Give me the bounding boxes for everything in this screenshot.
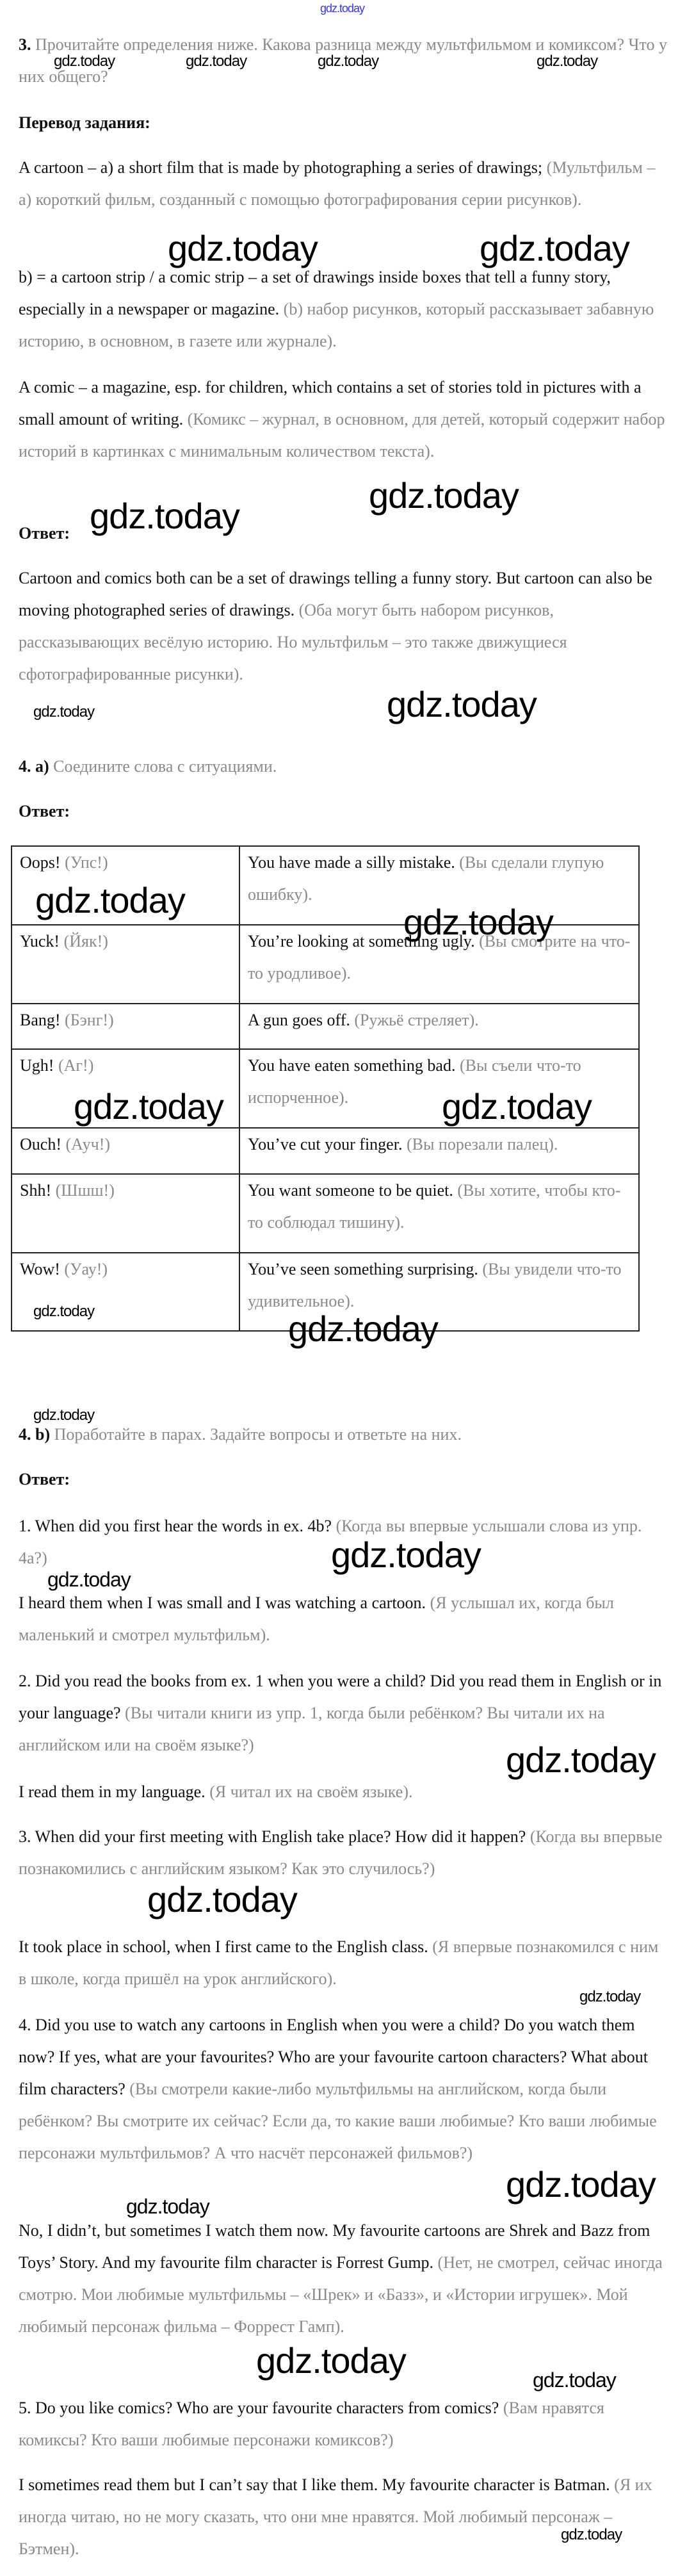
word-cell xyxy=(12,1174,239,1253)
answer-en: Cartoon and comics both can be a set of drawings telling a funny story. But cartoon can also be moving photographed series of drawings. xyxy=(19,569,652,619)
translation-text: (Когда вы впервые услышали слова из упр. 4a?) xyxy=(19,1517,642,1567)
english-text: 1. When did you first hear the words in ex. 4b? xyxy=(19,1517,332,1535)
translation-text: (Нет, не смотрел, сейчас иногда смотрю. Мои любимые мультфильмы – «Шрек» и «Базз», и «Истории игрушек». Мой любимый персонаж фильма – Форрест Гамп). xyxy=(19,2253,663,2336)
english-text: Wow! xyxy=(20,1260,60,1278)
translation-text: (Йяк!) xyxy=(63,932,108,950)
english-text: 2. Did you read the books from ex. 1 when you were a child? Did you read them in English or in your language? xyxy=(19,1672,662,1722)
watermark: gdz.today xyxy=(168,228,318,268)
question-5 xyxy=(19,2392,668,2456)
english-text: Oops! xyxy=(20,853,61,872)
ex4b-task-text: Поработайте в парах. Задайте вопросы и ответьте на них. xyxy=(54,1425,462,1444)
english-text: You have made a silly mistake. xyxy=(248,853,455,872)
ex4a-task-text: Соедините слова с ситуациями. xyxy=(53,757,277,776)
definition-en: A comic – a magazine, esp. for children, which contains a set of stories told in pictures with a small amount of writing. xyxy=(19,378,642,428)
watermark: gdz.today xyxy=(320,2,365,15)
watermark: gdz.today xyxy=(54,53,115,70)
watermark: gdz.today xyxy=(506,2164,656,2205)
word-cell xyxy=(12,1128,239,1174)
translation-text: (Уау!) xyxy=(64,1260,108,1278)
definition-en: b) = a cartoon strip / a comic strip – a set of drawings inside boxes that tell a funny story, especially in a newspaper or magazine. xyxy=(19,268,611,318)
translation-text: (Шшш!) xyxy=(55,1181,115,1200)
watermark: gdz.today xyxy=(369,475,519,516)
watermark: gdz.today xyxy=(35,880,185,920)
english-text: A gun goes off. xyxy=(248,1011,350,1029)
watermark: gdz.today xyxy=(506,1740,656,1780)
watermark: gdz.today xyxy=(288,1308,438,1349)
word-cell xyxy=(12,925,239,1004)
translation-text: (Аг!) xyxy=(58,1056,94,1075)
watermark: gdz.today xyxy=(186,53,247,70)
ex4b-number: 4. b) xyxy=(19,1425,51,1444)
question-4 xyxy=(19,2009,668,2169)
watermark: gdz.today xyxy=(561,2526,622,2543)
translation-text: (Вы увидели что-то удивительное). xyxy=(248,1260,622,1310)
english-text: Bang! xyxy=(20,1011,61,1029)
translation-text: (Вы читали книги из упр. 1, когда были ребёнком? Вы читали их на английском или на своём языке?) xyxy=(19,1704,605,1754)
answer-2 xyxy=(19,1776,668,1808)
definition-comic xyxy=(19,371,668,468)
situation-cell xyxy=(239,1174,639,1253)
translation-text: (Ружьё стреляет). xyxy=(354,1011,479,1029)
ex4b-answer-label: Ответ: xyxy=(19,1470,70,1488)
english-text: I sometimes read them but I can’t say that I like them. My favourite character is Batman. xyxy=(19,2475,610,2494)
translation-text: (Вам нравятся комиксы? Кто ваши любимые персонажи комиксов?) xyxy=(19,2399,604,2449)
english-text: You have eaten something bad. xyxy=(248,1056,456,1075)
word-cell xyxy=(12,1004,239,1049)
watermark: gdz.today xyxy=(331,1535,481,1575)
watermark: gdz.today xyxy=(480,228,629,268)
english-text: Ouch! xyxy=(20,1135,61,1153)
definition-ru: (Комикс – журнал, в основном, для детей, который содержит набор историй в картинках с минимальным количеством текста). xyxy=(19,410,665,461)
definition-ru: (Мультфильм – а) короткий фильм, созданный с помощью фотографирования серии рисунков). xyxy=(19,158,656,209)
answer-4 xyxy=(19,2215,668,2343)
english-text: No, I didn’t, but sometimes I watch them now. My favourite cartoons are Shrek and Bazz from Toys’ Story. And my favourite film character is Forrest Gump. xyxy=(19,2221,651,2272)
answer-1 xyxy=(19,1587,668,1651)
ex3-answer xyxy=(19,562,668,690)
translation-text: (Я их иногда читаю, но не могу сказать, что они мне нравятся. Мой любимый персонаж – Бэтмен). xyxy=(19,2475,652,2558)
english-text: It took place in school, when I first came to the English class. xyxy=(19,1937,428,1956)
translation-text: (Вы порезали палец). xyxy=(406,1135,558,1153)
english-text: You want someone to be quiet. xyxy=(248,1181,453,1200)
ex3-number: 3. xyxy=(19,35,31,54)
translation-text: (Вы смотрите на что-то уродливое). xyxy=(248,932,631,982)
situation-cell xyxy=(239,1004,639,1049)
translation-text: (Вы сделали глупую ошибку). xyxy=(248,853,604,904)
translation-text: (Ауч!) xyxy=(65,1135,111,1153)
english-text: I heard them when I was small and I was watching a cartoon. xyxy=(19,1594,426,1612)
ex4b-task xyxy=(19,1419,668,1451)
english-text: Ugh! xyxy=(20,1056,54,1075)
watermark: gdz.today xyxy=(256,2340,406,2381)
watermark: gdz.today xyxy=(579,1988,641,2005)
ex3-task-text: Прочитайте определения ниже. Какова разница между мультфильмом и комиксом? Что у них общего? xyxy=(19,35,667,86)
translation-text: (Вы съели что-то испорченное). xyxy=(248,1056,581,1107)
translation-text: (Когда вы впервые познакомились с английским языком? Как это случилось?) xyxy=(19,1827,663,1878)
english-text: 5. Do you like comics? Who are your favourite characters from comics? xyxy=(19,2399,499,2417)
watermark: gdz.today xyxy=(33,1406,95,1424)
watermark: gdz.today xyxy=(90,496,239,536)
situation-cell xyxy=(239,1128,639,1174)
translation-text: (Я впервые познакомился с ним в школе, когда пришёл на урок английского). xyxy=(19,1937,659,1988)
table-row xyxy=(12,1174,639,1253)
english-text: You’ve cut your finger. xyxy=(248,1135,403,1153)
watermark: gdz.today xyxy=(403,902,553,942)
english-text: 4. Did you use to watch any cartoons in English when you were a child? Do you watch them now? If yes, what are your favourites? Who are your favourite cartoon characters? What about film characters? xyxy=(19,2016,648,2098)
watermark: gdz.today xyxy=(47,1568,131,1591)
translation-text: (Я читал их на своём языке). xyxy=(209,1782,413,1801)
english-text: Yuck! xyxy=(20,932,60,950)
question-3 xyxy=(19,1821,668,1885)
translation-text: (Упс!) xyxy=(65,853,108,872)
english-text: I read them in my language. xyxy=(19,1782,206,1801)
translation-text: (Бэнг!) xyxy=(65,1011,114,1029)
answer-3 xyxy=(19,1931,668,1995)
ex3-answer-label: Ответ: xyxy=(19,524,70,542)
watermark: gdz.today xyxy=(533,2368,616,2392)
watermark: gdz.today xyxy=(74,1086,223,1127)
english-text: 3. When did your first meeting with English take place? How did it happen? xyxy=(19,1827,526,1846)
english-text: You’ve seen something surprising. xyxy=(248,1260,478,1278)
watermark: gdz.today xyxy=(126,2195,209,2218)
translation-text: (Вы хотите, чтобы кто-то соблюдал тишину). xyxy=(248,1181,621,1232)
english-text: Shh! xyxy=(20,1181,52,1200)
table-row xyxy=(12,1128,639,1174)
answer-ru: (Оба могут быть набором рисунков, рассказывающих весёлую историю. Но мультфильм – это также движущиеся сфотографированные рисунки). xyxy=(19,601,567,683)
ex4a-number: 4. a) xyxy=(19,757,49,776)
english-text: You’re looking at something ugly. xyxy=(248,932,475,950)
definition-cartoon xyxy=(19,152,668,216)
watermark: gdz.today xyxy=(387,684,537,724)
watermark: gdz.today xyxy=(147,1879,297,1920)
definition-ru: (b) набор рисунков, который рассказывает забавную историю, в основном, в газете или журнале). xyxy=(19,300,654,350)
translation-text: (Вы смотрели какие-либо мультфильмы на английском, когда были ребёнком? Вы смотрите их сейчас? Если да, то какие ваши любимые? Кто ваши любимые персонажи мультфильмов? А что насчёт персонажей фильмов?) xyxy=(19,2080,657,2162)
watermark: gdz.today xyxy=(33,703,95,721)
translation-text: (Я услышал их, когда был маленький и смотрел мультфильм). xyxy=(19,1594,614,1644)
translation-heading: Перевод задания: xyxy=(19,113,150,132)
definition-en: A cartoon – a) a short film that is made by photographing a series of drawings; xyxy=(19,158,543,177)
watermark: gdz.today xyxy=(318,53,379,70)
ex4a-answer-label: Ответ: xyxy=(19,802,70,820)
watermark: gdz.today xyxy=(442,1086,592,1127)
answer-5 xyxy=(19,2469,668,2565)
watermark: gdz.today xyxy=(537,53,598,70)
ex4a-task xyxy=(19,751,668,783)
definition-cartoon-strip xyxy=(19,261,668,357)
watermark: gdz.today xyxy=(33,1303,95,1320)
table-row xyxy=(12,1004,639,1049)
